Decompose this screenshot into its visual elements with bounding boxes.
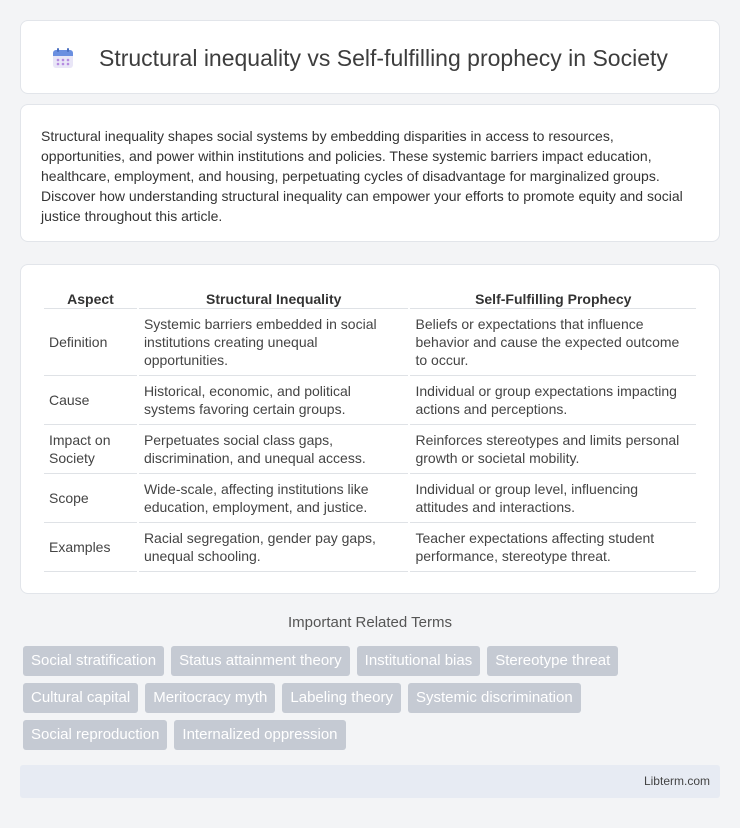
column-header-self-fulfilling-prophecy: Self-Fulfilling Prophecy: [410, 285, 696, 309]
table-cell-aspect: Scope: [44, 474, 137, 523]
intro-card: [20, 104, 720, 242]
comparison-table: [42, 285, 698, 572]
related-terms-list: [23, 646, 713, 757]
related-term-tag[interactable]: Labeling theory: [282, 683, 401, 713]
table-cell: Beliefs or expectations that influence behavior and cause the expected outcome to occur.: [410, 309, 696, 376]
related-term-tag[interactable]: Meritocracy myth: [145, 683, 275, 713]
table-row: [44, 474, 696, 523]
table-row: [44, 523, 696, 572]
related-term-tag[interactable]: Social reproduction: [23, 720, 167, 750]
table-header-row: [44, 285, 696, 309]
related-term-tag[interactable]: Internalized oppression: [174, 720, 345, 750]
related-term-tag[interactable]: Institutional bias: [357, 646, 481, 676]
table-row: [44, 309, 696, 376]
calendar-icon: [52, 47, 74, 69]
related-terms-title: Important Related Terms: [288, 614, 452, 631]
table-cell-aspect: Impact on Society: [44, 425, 137, 474]
footer: [20, 765, 720, 798]
table-cell: Teacher expectations affecting student performance, stereotype threat.: [410, 523, 696, 572]
page-title: Structural inequality vs Self-fulfilling prophecy in Society: [99, 45, 668, 71]
comparison-table-card: [20, 264, 720, 594]
intro-paragraph: Structural inequality shapes social systems by embedding disparities in access to resources, opportunities, and power within institutions and policies. These systemic barriers impact education, healthcare, employment, and housing, perpetuating cycles of disadvantage for marginalized groups. Discover how understanding structural inequality can empower your efforts to promote equity and social justice throughout this article.: [41, 128, 683, 224]
table-cell-aspect: Cause: [44, 376, 137, 425]
column-header-aspect: Aspect: [44, 285, 137, 309]
table-cell: Reinforces stereotypes and limits personal growth or societal mobility.: [410, 425, 696, 474]
table-cell: Historical, economic, and political systems favoring certain groups.: [139, 376, 409, 425]
related-term-tag[interactable]: Social stratification: [23, 646, 164, 676]
related-term-tag[interactable]: Cultural capital: [23, 683, 138, 713]
related-term-tag[interactable]: Systemic discrimination: [408, 683, 581, 713]
column-header-structural-inequality: Structural Inequality: [139, 285, 409, 309]
table-cell: Systemic barriers embedded in social institutions creating unequal opportunities.: [139, 309, 409, 376]
table-row: [44, 425, 696, 474]
table-cell: Individual or group expectations impacting actions and perceptions.: [410, 376, 696, 425]
table-cell: Racial segregation, gender pay gaps, unequal schooling.: [139, 523, 409, 572]
footer-site-link[interactable]: Libterm.com: [643, 774, 710, 788]
table-cell: Perpetuates social class gaps, discrimination, and unequal access.: [139, 425, 409, 474]
table-cell: Wide-scale, affecting institutions like education, employment, and justice.: [139, 474, 409, 523]
related-term-tag[interactable]: Stereotype threat: [487, 646, 618, 676]
table-cell: Individual or group level, influencing attitudes and interactions.: [410, 474, 696, 523]
header-card: [20, 20, 720, 94]
table-cell-aspect: Definition: [44, 309, 137, 376]
table-row: [44, 376, 696, 425]
table-cell-aspect: Examples: [44, 523, 137, 572]
related-term-tag[interactable]: Status attainment theory: [171, 646, 350, 676]
